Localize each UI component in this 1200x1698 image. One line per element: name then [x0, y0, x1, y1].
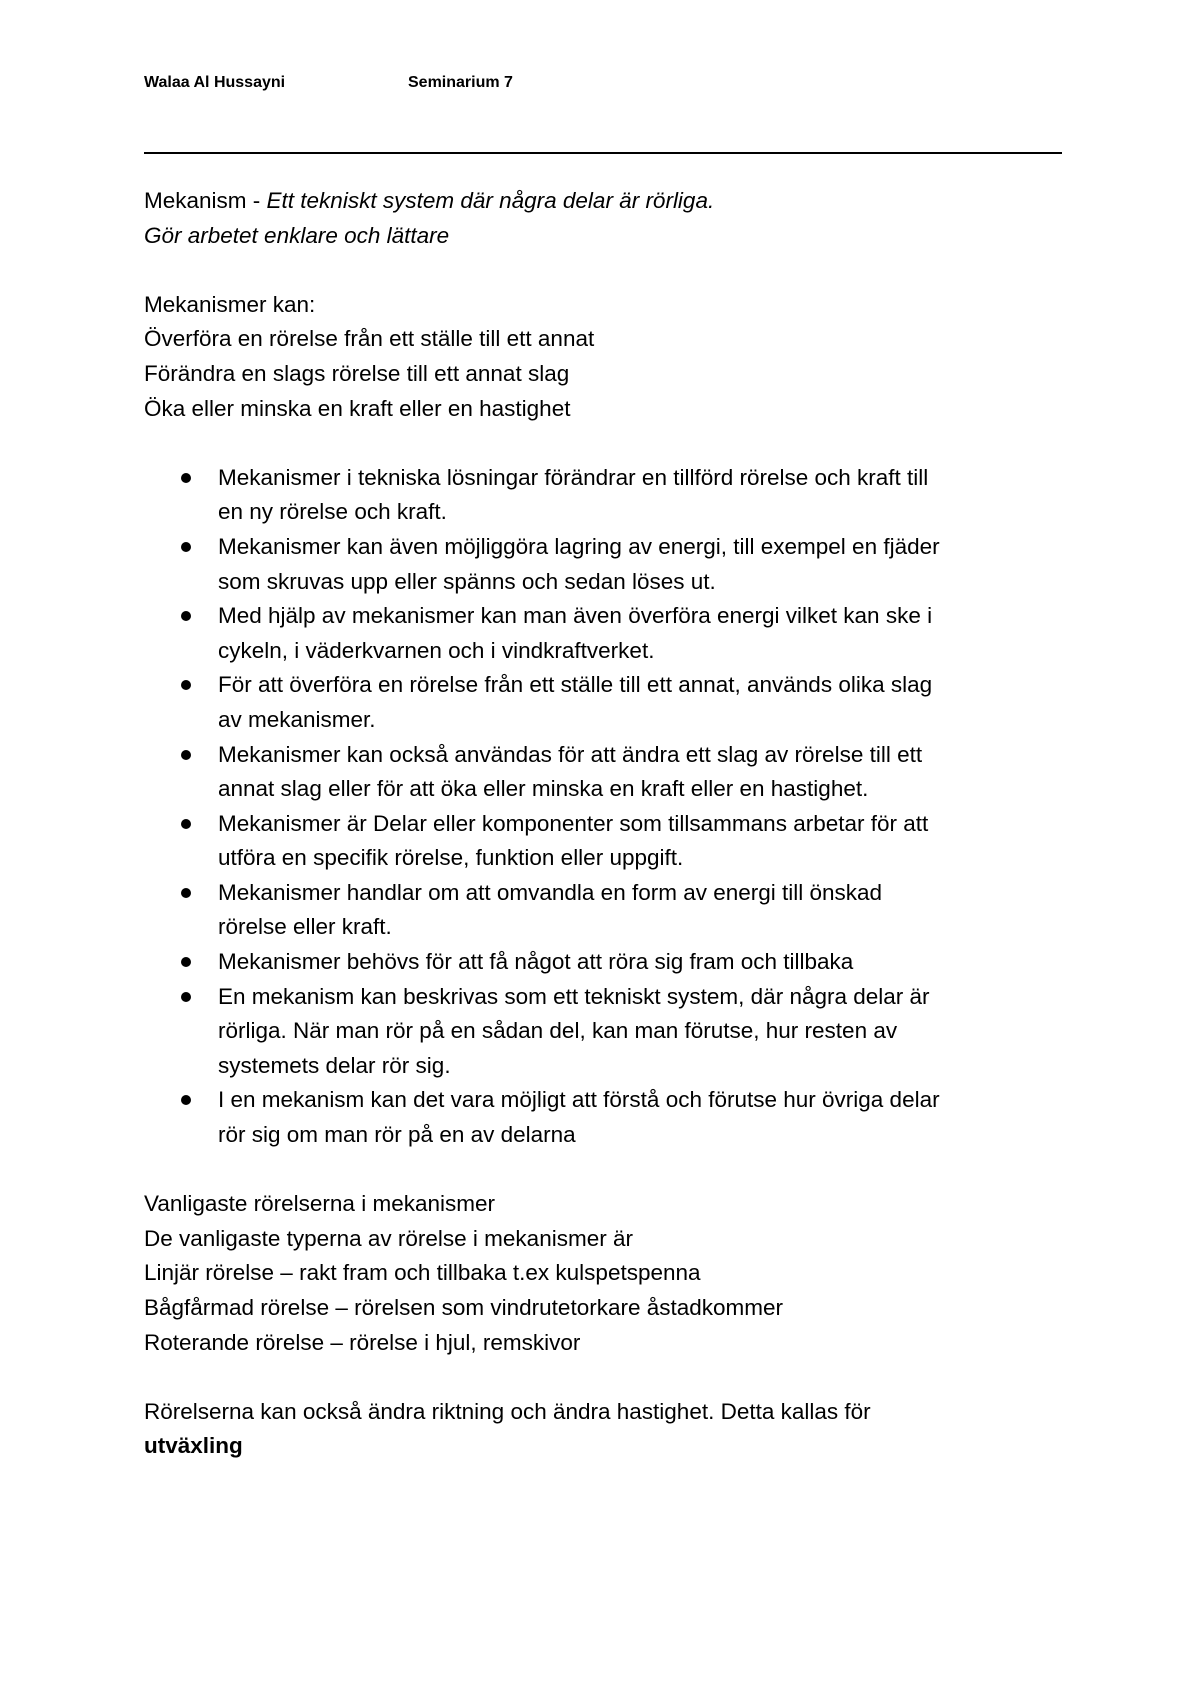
definition-block: [144, 184, 1064, 253]
capability-item: Överföra en rörelse från ett ställe till ett annat: [144, 326, 595, 352]
definition-text: Ett tekniskt system där några delar är rörliga.: [266, 188, 715, 213]
conclusion-block: [144, 1395, 1064, 1464]
bullet-icon: [181, 957, 191, 967]
capability-item: Förändra en slags rörelse till ett annat slag: [144, 360, 570, 386]
bullet-icon: [181, 473, 191, 483]
document-body: [144, 184, 1064, 1464]
bullet-line: Med hjälp av mekanismer kan man även överföra energi vilket kan ske i: [218, 603, 933, 629]
bullet-line: För att överföra en rörelse från ett ställe till ett annat, används olika slag: [218, 672, 933, 698]
bullet-item: [144, 876, 1064, 945]
bullet-item: [144, 530, 1064, 599]
bullet-line: systemets delar rör sig.: [218, 1052, 451, 1078]
capabilities-heading: Mekanismer kan:: [144, 291, 316, 317]
motions-heading: Vanligaste rörelserna i mekanismer: [144, 1191, 495, 1217]
bullet-icon: [181, 611, 191, 621]
bullet-item: [144, 807, 1064, 876]
capabilities-block: [144, 288, 1064, 426]
bullet-line: Mekanismer handlar om att omvandla en form av energi till önskad: [218, 879, 883, 905]
spacer: [144, 1360, 1064, 1395]
definition-subtext: Gör arbetet enklare och lättare: [144, 222, 450, 248]
definition-separator: -: [246, 188, 267, 213]
bullet-line: annat slag eller för att öka eller minska en kraft eller en hastighet.: [218, 776, 869, 802]
bullet-line: utföra en specifik rörelse, funktion eller uppgift.: [218, 845, 684, 871]
bullet-icon: [181, 992, 191, 1002]
bullet-icon: [181, 888, 191, 898]
header-divider: [144, 152, 1062, 154]
bullet-line: cykeln, i väderkvarnen och i vindkraftverket.: [218, 637, 655, 663]
bullet-line: rörelse eller kraft.: [218, 914, 392, 940]
spacer: [144, 426, 1064, 461]
bullet-line: Mekanismer kan också användas för att ändra ett slag av rörelse till ett: [218, 741, 923, 767]
bullet-icon: [181, 819, 191, 829]
spacer: [144, 253, 1064, 288]
motions-intro: De vanligaste typerna av rörelse i mekanismer är: [144, 1225, 633, 1251]
motion-item: Roterande rörelse – rörelse i hjul, remskivor: [144, 1329, 581, 1355]
bullet-line: Mekanismer kan även möjliggöra lagring av energi, till exempel en fjäder: [218, 533, 940, 559]
bullet-line: Mekanismer behövs för att få något att röra sig fram och tillbaka: [218, 949, 854, 975]
bullet-line: Mekanismer är Delar eller komponenter som tillsammans arbetar för att: [218, 810, 929, 836]
motion-item: Linjär rörelse – rakt fram och tillbaka t.ex kulspetspenna: [144, 1260, 701, 1286]
bullet-line: som skruvas upp eller spänns och sedan löses ut.: [218, 568, 716, 594]
bullet-line: rörliga. När man rör på en sådan del, kan man förutse, hur resten av: [218, 1018, 898, 1044]
bullet-line: av mekanismer.: [218, 706, 376, 732]
bullet-line: en ny rörelse och kraft.: [218, 499, 447, 525]
motions-block: [144, 1187, 1064, 1360]
bullet-line: rör sig om man rör på en av delarna: [218, 1122, 576, 1148]
definition-term: Mekanism: [144, 188, 247, 213]
bullet-icon: [181, 542, 191, 552]
motion-item: Bågfårmad rörelse – rörelsen som vindrutetorkare åstadkommer: [144, 1295, 784, 1320]
seminar-title: Seminarium 7: [408, 74, 513, 91]
bullet-icon: [181, 680, 191, 690]
bullet-icon: [181, 1095, 191, 1105]
spacer: [144, 1153, 1064, 1188]
bullet-item: [144, 668, 1064, 737]
bullet-item: [144, 945, 1064, 980]
bullet-line: I en mekanism kan det vara möjligt att förstå och förutse hur övriga delar: [218, 1087, 940, 1113]
page-header: [144, 74, 1064, 98]
capability-item: Öka eller minska en kraft eller en hastighet: [144, 395, 571, 421]
author-name: Walaa Al Hussayni: [144, 74, 286, 91]
bullet-line: En mekanism kan beskrivas som ett tekniskt system, där några delar är: [218, 983, 930, 1009]
bullet-line: Mekanismer i tekniska lösningar förändrar en tillförd rörelse och kraft till: [218, 464, 929, 490]
bullet-item: [144, 1083, 1064, 1152]
definition-line: [144, 184, 1064, 219]
bullet-item: [144, 738, 1064, 807]
bullet-list: [144, 461, 1064, 1153]
bullet-icon: [181, 750, 191, 760]
conclusion-term: utväxling: [144, 1433, 243, 1459]
bullet-item: [144, 980, 1064, 1084]
bullet-item: [144, 599, 1064, 668]
bullet-item: [144, 461, 1064, 530]
conclusion-text: Rörelserna kan också ändra riktning och ändra hastighet. Detta kallas för: [144, 1398, 871, 1424]
